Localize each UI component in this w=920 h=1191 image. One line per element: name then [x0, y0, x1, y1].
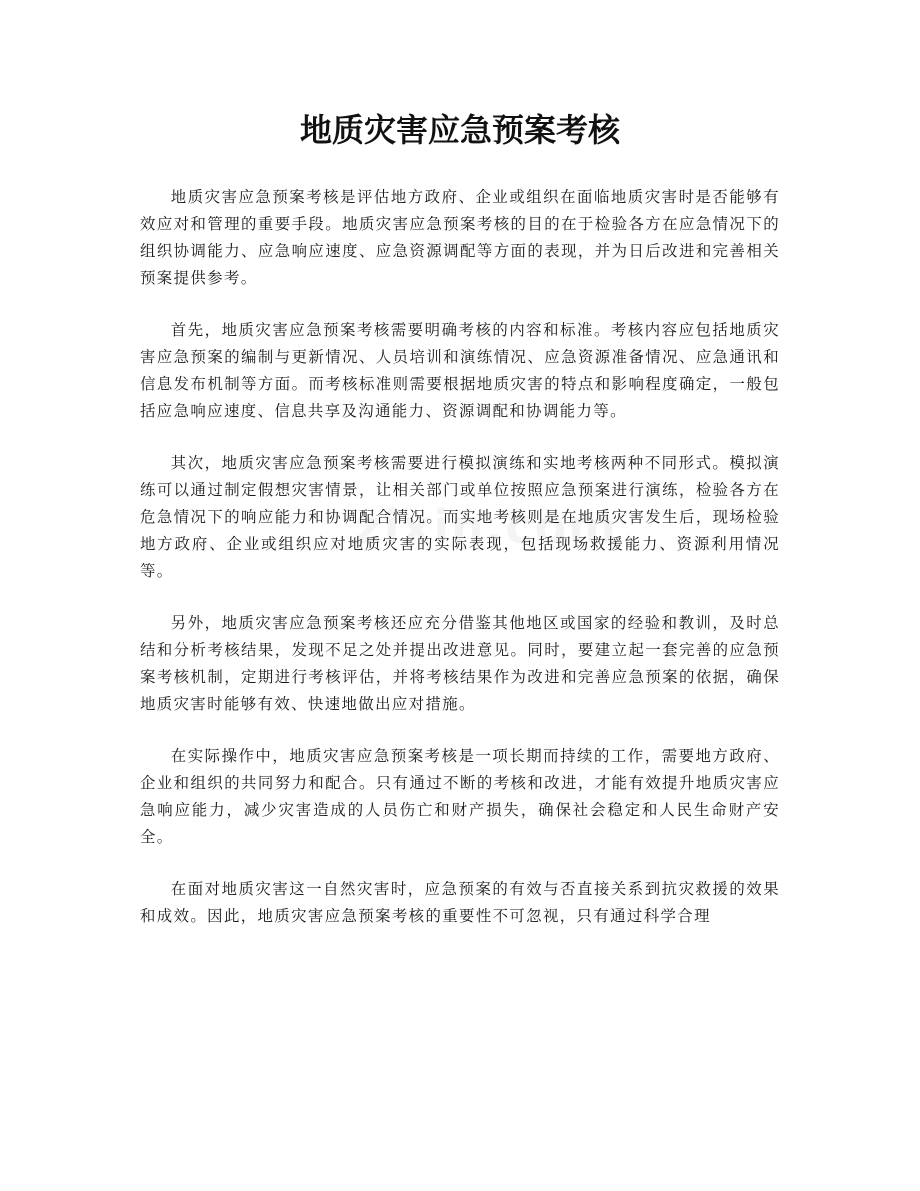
document-body	[140, 184, 780, 955]
paragraph-2: 首先，地质灾害应急预案考核需要明确考核的内容和标准。考核内容应包括地质灾害应急预案的编制与更新情况、人员培训和演练情况、应急资源准备情况、应急通讯和信息发布机制等方面。而考核标准则需要根据地质灾害的特点和影响程度确定，一般包括应急响应速度、信息共享及沟通能力、资源调配和协调能力等。	[140, 321, 780, 420]
paragraph-6: 在面对地质灾害这一自然灾害时，应急预案的有效与否直接关系到抗灾救援的效果和成效。因此，地质灾害应急预案考核的重要性不可忽视，只有通过科学合理	[140, 880, 780, 925]
paragraph-5: 在实际操作中，地质灾害应急预案考核是一项长期而持续的工作，需要地方政府、企业和组织的共同努力和配合。只有通过不断的考核和改进，才能有效提升地质灾害应急响应能力，减少灾害造成的人员伤亡和财产损失，确保社会稳定和人民生命财产安全。	[140, 747, 780, 846]
page-title: 地质灾害应急预案考核	[299, 111, 620, 149]
paragraph-4: 另外，地质灾害应急预案考核还应充分借鉴其他地区或国家的经验和教训，及时总结和分析考核结果，发现不足之处并提出改进意见。同时，要建立起一套完善的应急预案考核机制，定期进行考核评估，并将考核结果作为改进和完善应急预案的依据，确保地质灾害时能够有效、快速地做出应对措施。	[140, 614, 780, 713]
paragraph-1: 地质灾害应急预案考核是评估地方政府、企业或组织在面临地质灾害时是否能够有效应对和管理的重要手段。地质灾害应急预案考核的目的在于检验各方在应急情况下的组织协调能力、应急响应速度、应急资源调配等方面的表现，并为日后改进和完善相关预案提供参考。	[140, 188, 780, 287]
paragraph-3: 其次，地质灾害应急预案考核需要进行模拟演练和实地考核两种不同形式。模拟演练可以通过制定假想灾害情景，让相关部门或单位按照应急预案进行演练，检验各方在危急情况下的响应能力和协调配合情况。而实地考核则是在地质灾害发生后，现场检验地方政府、企业或组织应对地质灾害的实际表现，包括现场救援能力、资源利用情况等。	[140, 454, 780, 580]
